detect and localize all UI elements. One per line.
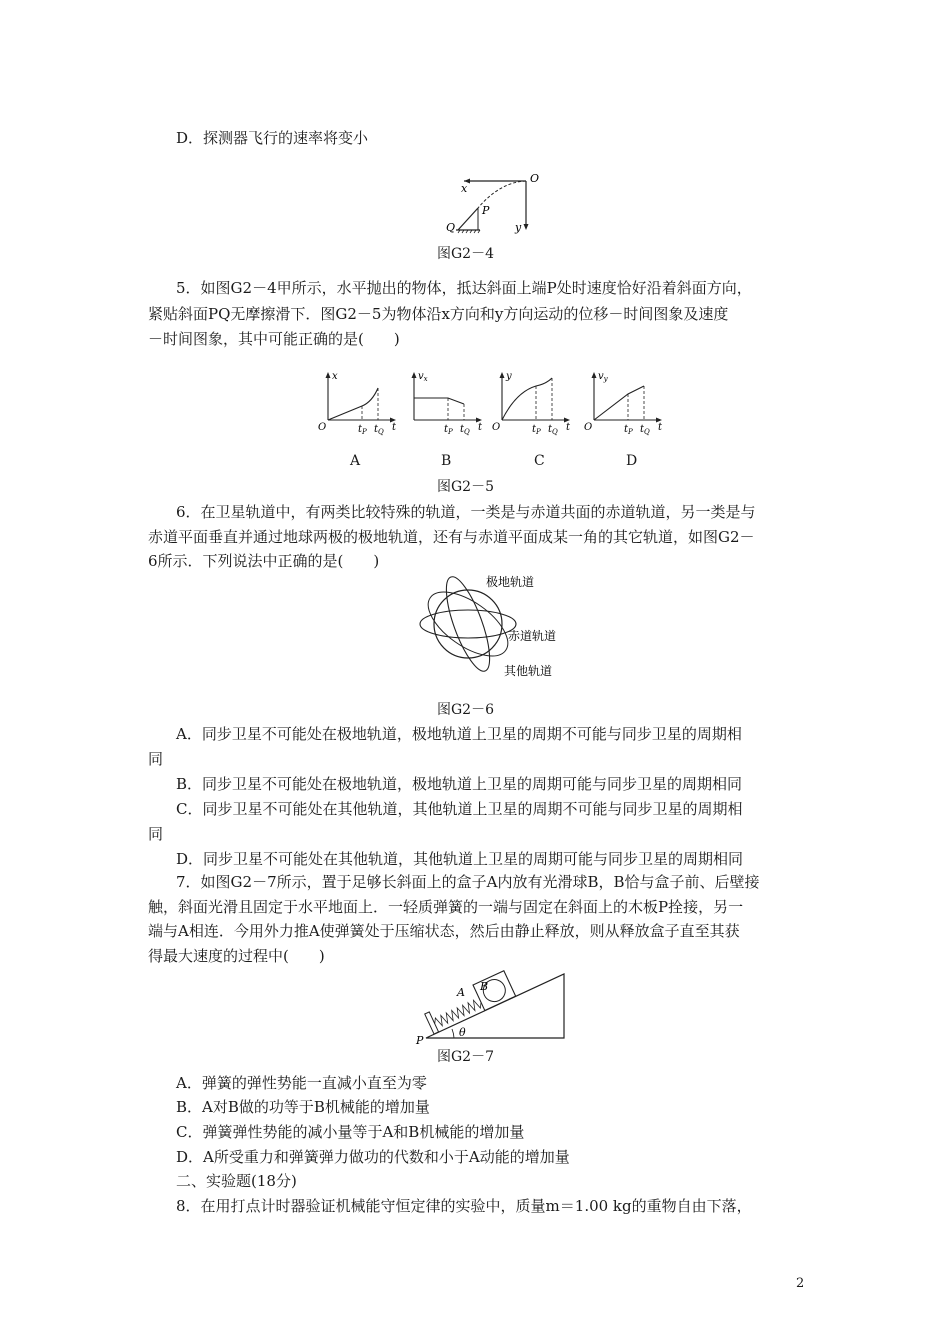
graph-b-tp: t (444, 424, 449, 435)
fig27-label-b: B (480, 980, 489, 993)
option-label-d: D (626, 453, 638, 469)
fig27-label-p: P (416, 1034, 424, 1047)
page-number: 2 (796, 1276, 805, 1291)
q6-line-3: 6所示．下列说法中正确的是( ) (148, 552, 380, 570)
q7-option-d: D．A所受重力和弹簧弹力做功的代数和小于A动能的增加量 (176, 1148, 570, 1166)
graph-a-origin: O (318, 422, 327, 433)
graph-c-origin: O (492, 422, 501, 433)
q6-option-a-line-1: A．同步卫星不可能处在极地轨道，极地轨道上卫星的周期不可能与同步卫星的周期相 (176, 725, 742, 743)
svg-text:tP (444, 424, 453, 436)
graph-b-ylabel-sub: x (423, 375, 428, 383)
caption-g2-5: 图G2－5 (437, 479, 494, 495)
svg-text:tQ (548, 424, 558, 436)
q5-line-2: 紧贴斜面PQ无摩擦滑下．图G2－5为物体沿x方向和y方向运动的位移－时间图象及速度 (148, 305, 729, 323)
svg-text:tQ (374, 424, 384, 436)
fig26-label-equator: 赤道轨道 (508, 629, 557, 643)
graph-d-tp-sub: P (628, 428, 633, 436)
figure-g2-7 (412, 966, 572, 1046)
figure-g2-5 (312, 368, 672, 440)
q7-option-c: C．弹簧弹性势能的减小量等于A和B机械能的增加量 (176, 1123, 525, 1141)
q8-line-1: 8．在用打点计时器验证机械能守恒定律的实验中，质量m＝1.00 kg的重物自由下落， (176, 1197, 752, 1215)
graph-b-tq-sub: Q (464, 428, 470, 436)
graph-b (412, 371, 484, 436)
q5-line-1: 5．如图G2－4甲所示，水平抛出的物体，抵达斜面上端P处时速度恰好沿着斜面方向， (176, 279, 752, 297)
svg-text:tQ (640, 424, 650, 436)
graph-c (492, 371, 571, 436)
graph-b-tp-sub: P (448, 428, 453, 436)
graph-b-tq: t (460, 424, 465, 435)
fig24-label-p: P (482, 204, 490, 217)
fig24-label-y: y (515, 221, 522, 234)
svg-text:tQ (460, 424, 470, 436)
fig24-label-x: x (461, 182, 468, 195)
q6-option-c-line-2: 同 (148, 825, 164, 843)
graph-c-tp-sub: P (536, 428, 541, 436)
svg-text:tP (532, 424, 541, 436)
graph-a-tp-sub: P (362, 428, 367, 436)
graph-a-tp: t (358, 424, 363, 435)
q7-line-2: 触，斜面光滑且固定于水平地面上．一轻质弹簧的一端与固定在斜面上的木板P拴接，另一 (148, 898, 744, 916)
q6-option-b: B．同步卫星不可能处在极地轨道，极地轨道上卫星的周期可能与同步卫星的周期相同 (176, 775, 743, 793)
q7-option-a: A．弹簧的弹性势能一直减小直至为零 (176, 1074, 427, 1092)
graph-c-tq-sub: Q (552, 428, 558, 436)
fig27-label-a: A (457, 986, 465, 999)
q7-line-4: 得最大速度的过程中( ) (148, 947, 325, 965)
q7-option-b: B．A对B做的功等于B机械能的增加量 (176, 1098, 430, 1116)
q5-line-3: －时间图象，其中可能正确的是( ) (148, 330, 400, 348)
fig26-label-polar: 极地轨道 (486, 575, 535, 589)
q6-line-1: 6．在卫星轨道中，有两类比较特殊的轨道，一类是与赤道共面的赤道轨道，另一类是与 (176, 503, 756, 521)
section-2-heading: 二、实验题(18分) (176, 1172, 297, 1190)
graph-d-tq-sub: Q (644, 428, 650, 436)
q6-option-c-line-1: C．同步卫星不可能处在其他轨道，其他轨道上卫星的周期不可能与同步卫星的周期相 (176, 800, 743, 818)
svg-text:vy (598, 371, 609, 383)
option-d-previous: D．探测器飞行的速率将变小 (176, 129, 369, 147)
graph-d-ylabel: v (598, 371, 604, 382)
graph-c-ylabel: y (506, 371, 512, 382)
fig26-label-other: 其他轨道 (504, 664, 553, 678)
graph-b-ylabel: v (418, 371, 424, 382)
caption-g2-6: 图G2－6 (437, 702, 494, 718)
option-label-c: C (534, 453, 545, 469)
graph-d-tp: t (624, 424, 629, 435)
q6-option-d: D．同步卫星不可能处在其他轨道，其他轨道上卫星的周期可能与同步卫星的周期相同 (176, 850, 744, 868)
graph-a-ylabel: x (332, 371, 338, 382)
graph-a-tq: t (374, 424, 379, 435)
graph-a (318, 371, 397, 436)
graph-c-t: t (566, 422, 571, 433)
graph-b-t: t (478, 422, 483, 433)
figure-g2-6 (416, 568, 566, 688)
svg-text:vx (418, 371, 428, 383)
svg-text:tP (624, 424, 633, 436)
svg-text:tP (358, 424, 367, 436)
q6-option-a-line-2: 同 (148, 750, 164, 768)
graph-d-t: t (658, 422, 663, 433)
q6-line-2: 赤道平面垂直并通过地球两极的极地轨道，还有与赤道平面成某一角的其它轨道，如图G2－ (148, 528, 755, 546)
graph-d-origin: O (584, 422, 593, 433)
fig27-label-theta: θ (459, 1026, 466, 1039)
option-label-a: A (350, 453, 361, 469)
caption-g2-4: 图G2－4 (437, 246, 494, 262)
caption-g2-7: 图G2－7 (437, 1049, 494, 1065)
option-label-b: B (441, 453, 452, 469)
q7-line-3: 端与A相连．今用外力推A使弹簧处于压缩状态，然后由静止释放，则从释放盒子直至其获 (148, 922, 740, 940)
graph-d (584, 371, 663, 436)
graph-d-ylabel-sub: y (603, 375, 608, 383)
graph-c-tq: t (548, 424, 553, 435)
fig24-label-o: O (530, 172, 540, 185)
graph-d-tq: t (640, 424, 645, 435)
graph-c-tp: t (532, 424, 537, 435)
fig24-label-q: Q (446, 221, 456, 234)
graph-a-tq-sub: Q (378, 428, 384, 436)
q7-line-1: 7．如图G2－7所示，置于足够长斜面上的盒子A内放有光滑球B，B恰与盒子前、后壁接 (176, 873, 760, 891)
figure-g2-4 (440, 168, 550, 240)
graph-a-t: t (392, 422, 397, 433)
